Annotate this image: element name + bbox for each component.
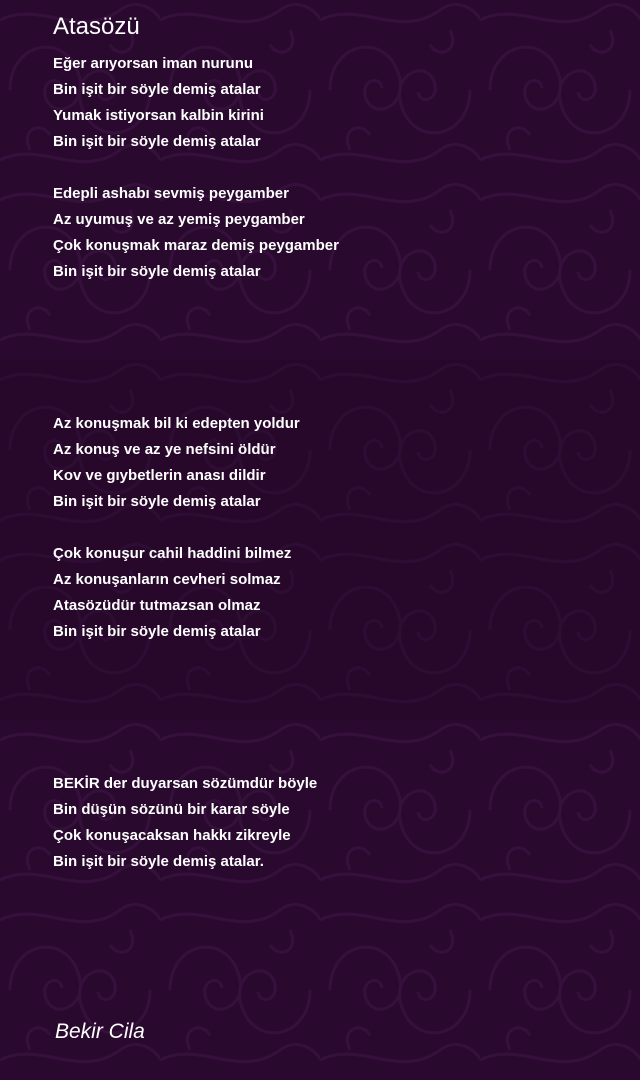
stanza: [53, 181, 339, 285]
poem-block: [53, 771, 317, 901]
poem-block: [53, 51, 339, 311]
poem-line: Kov ve gıybetlerin anası dildir: [53, 467, 266, 484]
poem-block: [53, 411, 300, 671]
poem-title: Atasözü: [53, 13, 140, 40]
poem-line: Az konuşanların cevheri solmaz: [53, 571, 281, 588]
poem-line: Bin işit bir söyle demiş atalar: [53, 623, 261, 640]
poem-line: Çok konuşur cahil haddini bilmez: [53, 545, 292, 562]
poem-line: Atasözüdür tutmazsan olmaz: [53, 597, 261, 614]
stanza: [53, 411, 300, 515]
poem-line: Az konuş ve az ye nefsini öldür: [53, 441, 276, 458]
poem-author: Bekir Cila: [55, 1020, 145, 1043]
poem-line: Az uyumuş ve az yemiş peygamber: [53, 211, 305, 228]
stanza: [53, 51, 339, 155]
poem-line: BEKİR der duyarsan sözümdür böyle: [53, 775, 318, 792]
poem-line: Eğer arıyorsan iman nurunu: [53, 55, 254, 72]
stanza: [53, 541, 300, 645]
stanza: [53, 771, 317, 875]
poem-line: Bin işit bir söyle demiş atalar: [53, 493, 261, 510]
poem-line: Bin işit bir söyle demiş atalar: [53, 263, 261, 280]
poem-line: Bin işit bir söyle demiş atalar: [53, 133, 261, 150]
poem-line: Bin işit bir söyle demiş atalar: [53, 81, 261, 98]
poem-line: Az konuşmak bil ki edepten yoldur: [53, 415, 300, 432]
poem-line: Edepli ashabı sevmiş peygamber: [53, 185, 289, 202]
poem-line: Yumak istiyorsan kalbin kirini: [53, 107, 264, 124]
poem-line: Çok konuşacaksan hakkı zikreyle: [53, 827, 291, 844]
poem-line: Bin işit bir söyle demiş atalar.: [53, 853, 264, 870]
poem-line: Bin düşün sözünü bir karar söyle: [53, 801, 290, 818]
poem-line: Çok konuşmak maraz demiş peygamber: [53, 237, 339, 254]
